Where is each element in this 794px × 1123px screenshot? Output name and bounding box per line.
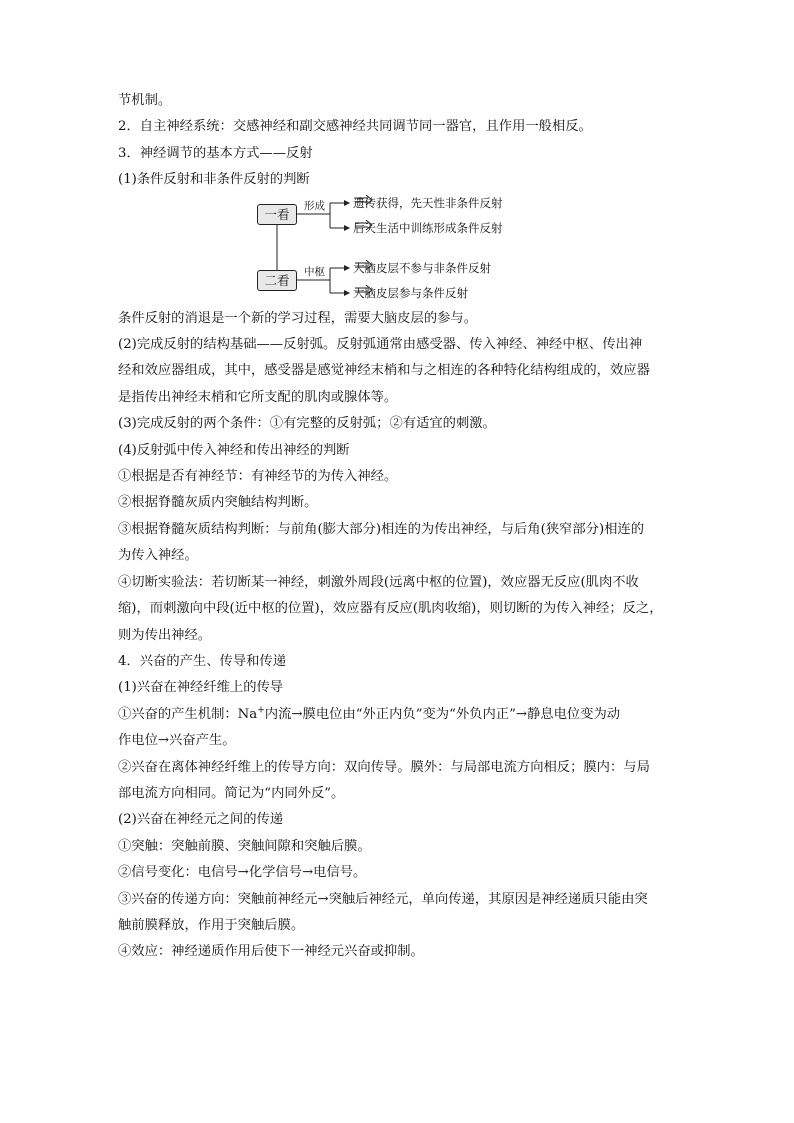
text-line: 节机制。 (118, 93, 172, 108)
section-heading-3: 3．神经调节的基本方式——反射 (118, 145, 313, 161)
first-look-box: 一看 (257, 204, 297, 225)
reflex-judgment-diagram (118, 195, 683, 304)
text-line: (2)完成反射的结构基础——反射弧。反射弧通常由感受器、传入神经、神经中枢、传出神 (118, 337, 643, 353)
text-line: 作电位→兴奋产生。 (118, 733, 236, 749)
text-line: ④切断实验法：若切断某一神经，刺激外周段(远离中枢的位置)，效应器无反应(肌肉不收 (118, 574, 639, 590)
text-line: 缩)，而刺激向中段(近中枢的位置)，效应器有反应(肌肉收缩)，则切断的为传入神经；反之， (118, 601, 663, 617)
second-look-box: 二看 (257, 270, 297, 291)
text-line: (1)条件反射和非条件反射的判断 (118, 172, 310, 188)
text-line: (2)兴奋在神经元之间的传递 (118, 812, 284, 828)
double-arrow-icon (355, 285, 373, 295)
text-line: 为传入神经。 (118, 548, 198, 564)
text-line: ②兴奋在离体神经纤维上的传导方向：双向传导。膜外：与局部电流方向相反；膜内：与局 (118, 759, 650, 775)
branch-innate: 遗传获得，先天性 非条件反射 (353, 195, 503, 210)
text-line: 经和效应器组成，其中，感受器是感觉神经末梢和与之相连的各种特化结构组成的，效应器 (118, 363, 650, 379)
double-arrow-icon (355, 195, 373, 205)
section-heading-4: 4．兴奋的产生、传导和传递 (118, 653, 287, 669)
text-line: ①根据是否有神经节：有神经节的为传入神经。 (118, 469, 398, 485)
branch-cortex-not-involved: 大脑皮层不参与 非条件反射 (353, 260, 491, 275)
text-line: 是指传出神经末梢和它所支配的肌肉或腺体等。 (118, 389, 398, 405)
formation-label: 形成 (304, 199, 325, 212)
text-line: (1)兴奋在神经纤维上的传导 (118, 680, 284, 696)
text-line: (4)反射弧中传入神经和传出神经的判断 (118, 442, 350, 458)
double-arrow-icon (355, 260, 373, 270)
text-line-sodium: ①兴奋的产生机制：Na+内流→膜电位由“外正内负”变为“外负内正”→静息电位变为动 (118, 705, 621, 722)
text-line: ②根据脊髓灰质内突触结构判断。 (118, 495, 318, 511)
text-line: ③根据脊髓灰质结构判断：与前角(膨大部分)相连的为传出神经，与后角(狭窄部分)相连的 (118, 521, 645, 537)
branch-acquired: 后天生活中训练形成 条件反射 (353, 220, 503, 235)
center-label: 中枢 (304, 265, 325, 278)
document-page (118, 88, 683, 966)
text-line: 则为传出神经。 (118, 627, 212, 643)
double-arrow-icon (355, 220, 373, 230)
text-line: ④效应：神经递质作用后使下一神经元兴奋或抑制。 (118, 944, 424, 960)
text-line: ③兴奋的传递方向：突触前神经元→突触后神经元，单向传递，其原因是神经递质只能由突 (118, 891, 648, 907)
text-line: 2．自主神经系统：交感神经和副交感神经共同调节同一器官，且作用一般相反。 (118, 119, 592, 135)
text-line: 触前膜释放，作用于突触后膜。 (118, 917, 305, 933)
text-line: ①突触：突触前膜、突触间隙和突触后膜。 (118, 838, 371, 854)
text-line: (3)完成反射的两个条件：①有完整的反射弧；②有适宜的刺激。 (118, 416, 496, 432)
text-line: ②信号变化：电信号→化学信号→电信号。 (118, 865, 367, 881)
text-line: 条件反射的消退是一个新的学习过程，需要大脑皮层的参与。 (118, 310, 478, 326)
branch-cortex-involved: 大脑皮层参与 条件反射 (353, 285, 468, 300)
text-line: 部电流方向相同。简记为“内同外反”。 (118, 785, 345, 801)
